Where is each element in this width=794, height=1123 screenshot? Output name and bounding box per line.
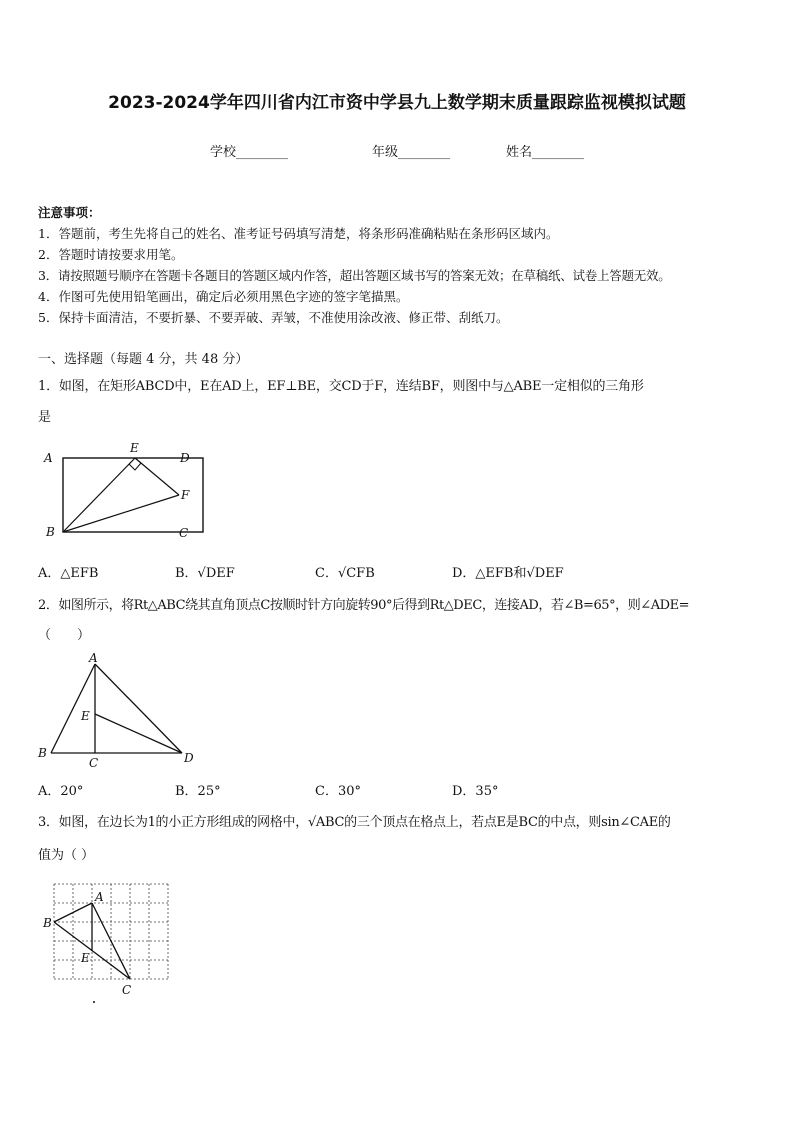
q2-option-b: B．25° bbox=[175, 784, 221, 799]
label-a: A bbox=[89, 651, 98, 665]
label-f: F bbox=[181, 488, 190, 502]
segment-ef bbox=[135, 458, 179, 495]
page-title: 2023-2024学年四川省内江市资中学县九上数学期末质量跟踪监视模拟试题 bbox=[108, 93, 686, 113]
q1-option-b: B．√DEF bbox=[175, 566, 235, 581]
label-c: C bbox=[89, 756, 99, 770]
q1-option-d: D．△EFB和√DEF bbox=[452, 566, 564, 581]
label-b: B bbox=[43, 916, 52, 930]
stray-dot bbox=[93, 1001, 95, 1003]
note-item: 1．答题前，考生先将自己的姓名、准考证号码填写清楚，将条形码准确粘贴在条形码区域内。 bbox=[38, 226, 559, 241]
question-3-text-cont: 值为（ ） bbox=[38, 848, 95, 863]
question-2-figure bbox=[36, 650, 206, 772]
question-3-figure bbox=[40, 876, 174, 1006]
segment-ac bbox=[92, 903, 130, 979]
label-a: A bbox=[44, 451, 53, 465]
right-angle-mark bbox=[129, 458, 141, 470]
grade-field: 年级________ bbox=[372, 145, 451, 160]
name-field: 姓名________ bbox=[506, 145, 585, 160]
label-e: E bbox=[81, 951, 90, 965]
note-item: 4．作图可先使用铅笔画出，确定后必须用黑色字迹的签字笔描黑。 bbox=[38, 289, 409, 304]
note-item: 3．请按照题号顺序在答题卡各题目的答题区域内作答，超出答题区域书写的答案无效；在草稿纸、试卷上答题无效。 bbox=[38, 268, 671, 283]
segment-ed bbox=[95, 714, 182, 753]
label-d: D bbox=[180, 451, 190, 465]
question-1-text: 1．如图，在矩形ABCD中，E在AD上，EF⊥BE，交CD于F，连结BF，则图中与△ABE一定相似的三角形 bbox=[38, 379, 644, 394]
label-d: D bbox=[184, 751, 194, 765]
section-heading: 一、选择题（每题 4 分，共 48 分） bbox=[38, 352, 249, 367]
q2-option-a: A．20° bbox=[38, 784, 84, 799]
segment-ad bbox=[95, 664, 182, 753]
q1-option-c: C．√CFB bbox=[315, 566, 375, 581]
question-2-text-cont: （ ） bbox=[38, 628, 91, 643]
label-e: E bbox=[130, 441, 139, 455]
q2-option-d: D．35° bbox=[452, 784, 499, 799]
notes-heading: 注意事项： bbox=[38, 205, 101, 220]
label-b: B bbox=[38, 746, 47, 760]
note-item: 5．保持卡面清洁，不要折暴、不要弄破、弄皱，不准使用涂改液、修正带、刮纸刀。 bbox=[38, 310, 509, 325]
label-a: A bbox=[95, 890, 104, 904]
label-c: C bbox=[122, 983, 132, 997]
question-1-text-cont: 是 bbox=[38, 410, 52, 425]
label-e: E bbox=[81, 709, 90, 723]
label-c: C bbox=[179, 526, 189, 540]
question-3-text: 3．如图，在边长为1的小正方形组成的网格中，√ABC的三个顶点在格点上，若点E是BC的中点，则sin∠CAE的 bbox=[38, 815, 671, 830]
question-1-figure bbox=[38, 438, 208, 543]
school-field: 学校________ bbox=[210, 145, 289, 160]
note-item: 2．答题时请按要求用笔。 bbox=[38, 247, 184, 262]
question-2-text: 2．如图所示，将Rt△ABC绕其直角顶点C按顺时针方向旋转90°后得到Rt△DEC，连接AD，若∠B=65°，则∠ADE= bbox=[38, 598, 690, 613]
q2-option-c: C．30° bbox=[315, 784, 361, 799]
q1-option-a: A．△EFB bbox=[38, 566, 99, 581]
label-b: B bbox=[46, 525, 55, 539]
